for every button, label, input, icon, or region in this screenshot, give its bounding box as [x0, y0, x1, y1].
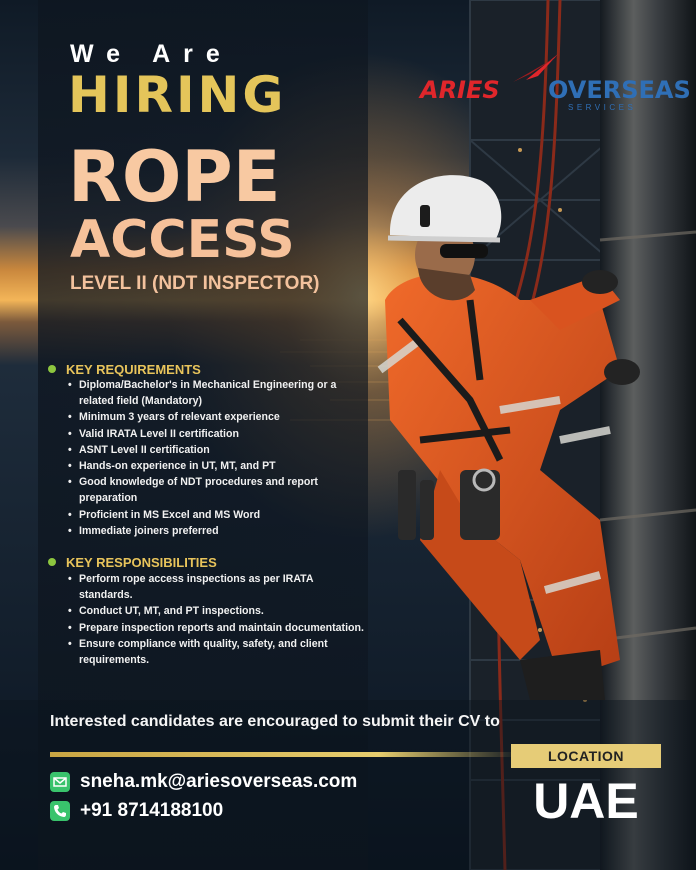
list-item: • Immediate joiners preferred [68, 523, 368, 539]
hiring-headline: HIRING [68, 66, 287, 124]
bullet-dot-icon [48, 558, 56, 566]
list-item: • Ensure compliance with quality, safety, and client requirements. [68, 636, 368, 668]
job-title-line2: ACCESS [70, 210, 295, 270]
envelope-icon [50, 772, 70, 792]
list-item: • Valid IRATA Level II certification [68, 426, 368, 442]
location-value: UAE [533, 773, 639, 829]
location-label: LOCATION [511, 744, 661, 768]
list-item: • Good knowledge of NDT procedures and report preparation [68, 474, 368, 506]
list-item: • Prepare inspection reports and maintain documentation. [68, 620, 368, 636]
logo-brand: ARIES [420, 76, 500, 104]
cta-text: Interested candidates are encouraged to submit their CV to [50, 713, 500, 730]
email-contact[interactable] [50, 771, 357, 795]
list-item: • Minimum 3 years of relevant experience [68, 409, 368, 425]
logo-graphic [418, 52, 691, 116]
requirements-list [68, 377, 368, 539]
requirements-heading: KEY REQUIREMENTS [48, 362, 201, 377]
list-item: • ASNT Level II certification [68, 442, 368, 458]
phone-number[interactable]: +91 8714188100 [80, 800, 224, 821]
list-item: • Diploma/Bachelor's in Mechanical Engineering or a related field (Mandatory) [68, 377, 368, 409]
email-address[interactable]: sneha.mk@ariesoverseas.com [80, 771, 358, 792]
gold-divider [50, 752, 520, 757]
list-item: • Hands-on experience in UT, MT, and PT [68, 458, 368, 474]
bullet-dot-icon [48, 365, 56, 373]
logo-tagline: SERVICES [568, 103, 637, 112]
responsibilities-heading: KEY RESPONSIBILITIES [48, 555, 217, 570]
company-logo [418, 52, 691, 116]
we-are-text: We Are [70, 40, 233, 68]
responsibilities-list [68, 571, 368, 668]
list-item: • Proficient in MS Excel and MS Word [68, 507, 368, 523]
logo-name: OVERSEAS [548, 76, 691, 104]
phone-contact[interactable] [50, 800, 223, 824]
list-item: • Conduct UT, MT, and PT inspections. [68, 603, 368, 619]
phone-icon [50, 801, 70, 821]
list-item: • Perform rope access inspections as per IRATA standards. [68, 571, 368, 603]
job-title-line1: ROPE [68, 136, 281, 218]
job-level: LEVEL II (NDT INSPECTOR) [70, 273, 320, 294]
